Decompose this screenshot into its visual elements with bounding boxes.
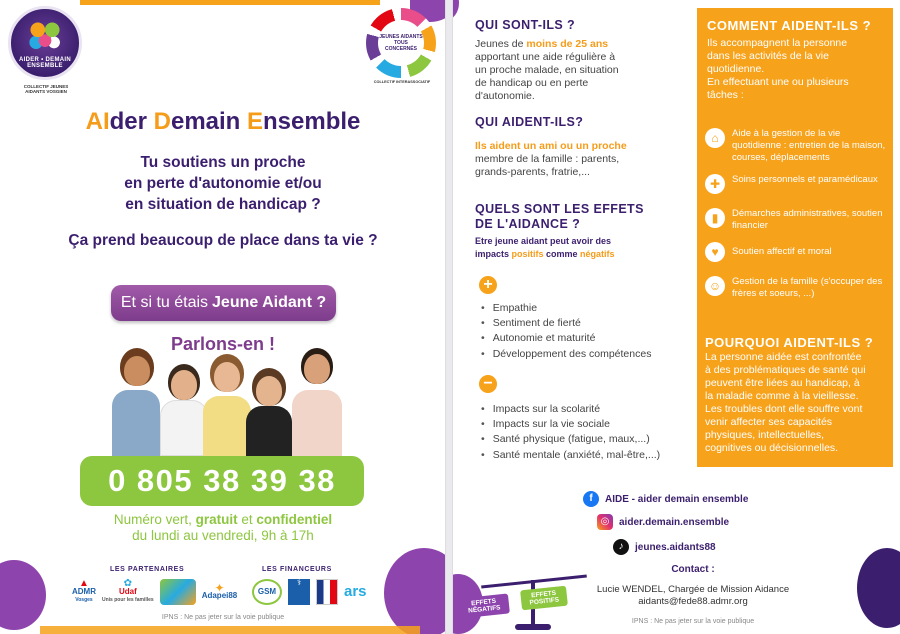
partner-sub: Vosges	[75, 597, 93, 603]
aider-demain-ensemble-logo	[8, 6, 82, 80]
minus-icon: −	[479, 375, 497, 393]
logo-caption: COLLECTIF JEUNES AIDANTS VOSGIEN	[23, 84, 69, 94]
effects-title-line: DE L'AIDANCE ?	[475, 217, 581, 231]
decorative-blob	[80, 0, 380, 5]
helped-line: membre de la famille : parents,	[475, 153, 620, 165]
negative-effects-list	[481, 402, 660, 463]
list-item: • Impacts sur la vie sociale	[481, 417, 660, 432]
how-why-panel	[697, 8, 893, 467]
parlons-en-heading: Parlons-en !	[170, 334, 276, 354]
list-item: • Empathie	[481, 301, 651, 316]
how-item	[705, 128, 889, 164]
why-line: à des problématiques de santé qui	[705, 364, 866, 376]
free-part: et	[237, 512, 257, 527]
how-intro-line: quotidienne.	[707, 63, 765, 75]
partner-name: Udaf	[118, 587, 137, 596]
who-part: Jeunes de	[475, 38, 527, 50]
admr-logo: ▲ ADMR Vosges	[72, 578, 96, 603]
title-part: emain	[170, 108, 247, 135]
republique-logo	[316, 579, 338, 605]
funder-logos	[252, 576, 367, 608]
effects-sub-part: comme	[543, 249, 581, 259]
logo-text: JEUNES AIDANTS TOUS CONCERNÉS	[378, 20, 424, 66]
chart-icon: ▮	[705, 208, 725, 228]
how-intro	[707, 37, 891, 102]
facebook-icon: f	[583, 491, 599, 507]
how-item	[705, 174, 889, 194]
effects-sub-part: positifs	[511, 249, 544, 259]
how-item-text: Aide à la gestion de la vie quotidienne : entretien de la maison, courses, déplacements	[732, 128, 886, 163]
teen-figure	[108, 352, 164, 456]
list-item: • Autonomie et maturité	[481, 331, 651, 346]
lead-line: Tu soutiens un proche	[140, 154, 306, 171]
contact-name: Lucie WENDEL, Chargée de Mission Aidance	[596, 584, 790, 595]
heart-hand-icon: ♥	[705, 242, 725, 262]
how-intro-line: Ils accompagnent la personne	[707, 37, 848, 49]
why-line: La personne aidée est confrontée	[705, 351, 862, 363]
how-title: COMMENT AIDENT-ILS ?	[707, 18, 872, 33]
decorative-blob	[857, 548, 900, 628]
who-line: apportant une aide régulière à	[475, 51, 616, 63]
banner-prefix: Et si tu étais	[120, 294, 209, 311]
ars-logo: ars	[344, 583, 367, 600]
decorative-blob	[452, 0, 459, 20]
who-line: un proche malade, en situation	[475, 64, 619, 76]
plus-icon: +	[479, 276, 497, 294]
question-text: Ça prend beaucoup de place dans ta vie ?	[68, 232, 378, 249]
free-line-1	[0, 512, 446, 528]
who-highlight: moins de 25 ans	[526, 38, 609, 50]
tree-icon	[27, 19, 63, 55]
effects-title-line: QUELS SONT LES EFFETS	[475, 202, 644, 216]
partners-label: LES PARTENAIRES	[110, 566, 185, 573]
who-line: d'autonomie.	[475, 90, 535, 102]
partner-logo-illustrated	[160, 579, 196, 605]
title-part: nsemble	[263, 108, 361, 135]
free-line-2: du lundi au vendredi, 9h à 17h	[132, 528, 314, 543]
how-item	[705, 276, 889, 300]
ipns-notice: IPNS : Ne pas jeter sur la voie publique	[161, 614, 285, 621]
partner-name: Adapei88	[201, 591, 238, 600]
list-item: • Sentiment de fierté	[481, 316, 651, 331]
why-line: venir affecter ses capacités	[705, 416, 833, 428]
facebook-link[interactable]	[583, 491, 748, 507]
how-intro-line: dans les activités de la vie	[707, 50, 829, 62]
how-item-text: Soins personnels et paramédicaux	[732, 174, 878, 185]
main-title	[0, 108, 446, 136]
how-item	[705, 208, 889, 232]
phone-number[interactable]: 0 805 38 39 38	[80, 456, 364, 506]
flyer-front-page	[0, 0, 446, 634]
who-title: QUI SONT-ILS ?	[475, 18, 576, 32]
negative-effects-tag: EFFETS NÉGATIFS	[458, 593, 510, 618]
how-intro-line: En effectuant une ou plusieurs	[707, 76, 849, 88]
gsm-logo: GSM	[252, 579, 282, 605]
lead-text	[0, 152, 446, 215]
teenagers-photo	[108, 352, 348, 456]
title-part: AI	[85, 108, 110, 135]
effects-title	[475, 202, 644, 232]
helped-line: grands-parents, fratrie,...	[475, 166, 590, 178]
udaf-logo: ✿ Udaf Unis pour les familles	[102, 578, 154, 603]
jeunes-aidants-logo	[366, 8, 436, 78]
tiktok-handle: jeunes.aidants88	[635, 541, 716, 553]
tiktok-link[interactable]	[613, 539, 716, 555]
medical-cross-icon: ✚	[705, 174, 725, 194]
effects-sub-line: Etre jeune aidant peut avoir des	[475, 236, 612, 246]
contact-email[interactable]: aidants@fede88.admr.org	[638, 596, 748, 607]
title-part: D	[153, 108, 171, 135]
how-intro-line: tâches :	[707, 89, 744, 101]
tiktok-icon: ♪	[613, 539, 629, 555]
list-item: • Impacts sur la scolarité	[481, 402, 660, 417]
why-title: POURQUOI AIDENT-ILS ?	[705, 335, 874, 350]
flyer-back-page	[452, 0, 900, 634]
lead-line: en perte d'autonomie et/ou	[124, 175, 322, 192]
logo-text: AIDER • DEMAIN ENSEMBLE	[19, 57, 71, 69]
list-item: • Santé mentale (anxiété, mal-être,...)	[481, 448, 660, 463]
positive-effects-list	[481, 301, 651, 362]
teen-figure	[286, 352, 348, 456]
helped-text	[475, 140, 685, 179]
why-line: physiques, intellectuelles,	[705, 429, 825, 441]
why-line: la maladie comme à la vieillesse.	[705, 390, 859, 402]
facebook-handle: AIDE - aider demain ensemble	[605, 493, 749, 505]
adapei-logo: ✦ Adapei88	[201, 581, 238, 600]
cpam-logo: ⚕	[288, 579, 310, 605]
effects-sub-part: impacts	[475, 249, 512, 259]
scale-base	[515, 624, 551, 630]
free-part: confidentiel	[256, 512, 333, 527]
decorative-blob	[384, 548, 446, 634]
partner-name: ADMR	[72, 587, 96, 596]
who-line: de handicap ou en perte	[475, 77, 589, 89]
house-icon: ⌂	[705, 128, 725, 148]
partner-logos	[72, 576, 237, 608]
why-line: Les troubles dont elle souffre vont	[705, 403, 863, 415]
effects-subtitle	[475, 235, 689, 261]
who-text	[475, 38, 685, 103]
jeune-aidant-banner	[111, 285, 336, 321]
banner-bold: Jeune Aidant ?	[212, 294, 327, 311]
positive-effects-tag: EFFETS POSITIFS	[520, 586, 568, 611]
title-part: E	[247, 108, 264, 135]
free-part: Numéro vert,	[113, 512, 196, 527]
contact-info	[573, 584, 813, 608]
contact-title: Contact :	[671, 564, 715, 575]
why-line: peuvent être liées au handicap, à	[705, 377, 860, 389]
how-item	[705, 242, 889, 262]
why-line: cognitives ou décisionnelles.	[705, 442, 839, 454]
list-item: • Santé physique (fatigue, maux,...)	[481, 432, 660, 447]
instagram-link[interactable]	[597, 514, 729, 530]
footer-stripe	[40, 626, 420, 634]
logo-caption: COLLECTIF INTERASSOCIATIF	[373, 80, 431, 84]
funders-label: LES FINANCEURS	[262, 566, 332, 573]
ipns-notice: IPNS : Ne pas jeter sur la voie publique	[631, 618, 755, 625]
helped-title: QUI AIDENT-ILS?	[475, 115, 584, 129]
why-text	[705, 351, 891, 455]
list-item: • Développement des compétences	[481, 347, 651, 362]
helped-highlight: Ils aident un ami ou un proche	[475, 140, 627, 152]
family-icon: ☺	[705, 276, 725, 296]
how-item-text: Démarches administratives, soutien financier	[732, 208, 883, 231]
how-item-text: Soutien affectif et moral	[732, 246, 832, 257]
title-part: der	[109, 108, 154, 135]
free-part: gratuit	[195, 512, 238, 527]
effects-sub-part: négatifs	[580, 249, 615, 259]
lead-line: en situation de handicap ?	[125, 196, 321, 213]
partner-sub: Unis pour les familles	[102, 597, 154, 603]
instagram-handle: aider.demain.ensemble	[619, 516, 730, 528]
instagram-icon: ◎	[597, 514, 613, 530]
how-item-text: Gestion de la famille (s'occuper des frères et soeurs, ...)	[732, 276, 883, 299]
free-number-info	[0, 512, 446, 544]
